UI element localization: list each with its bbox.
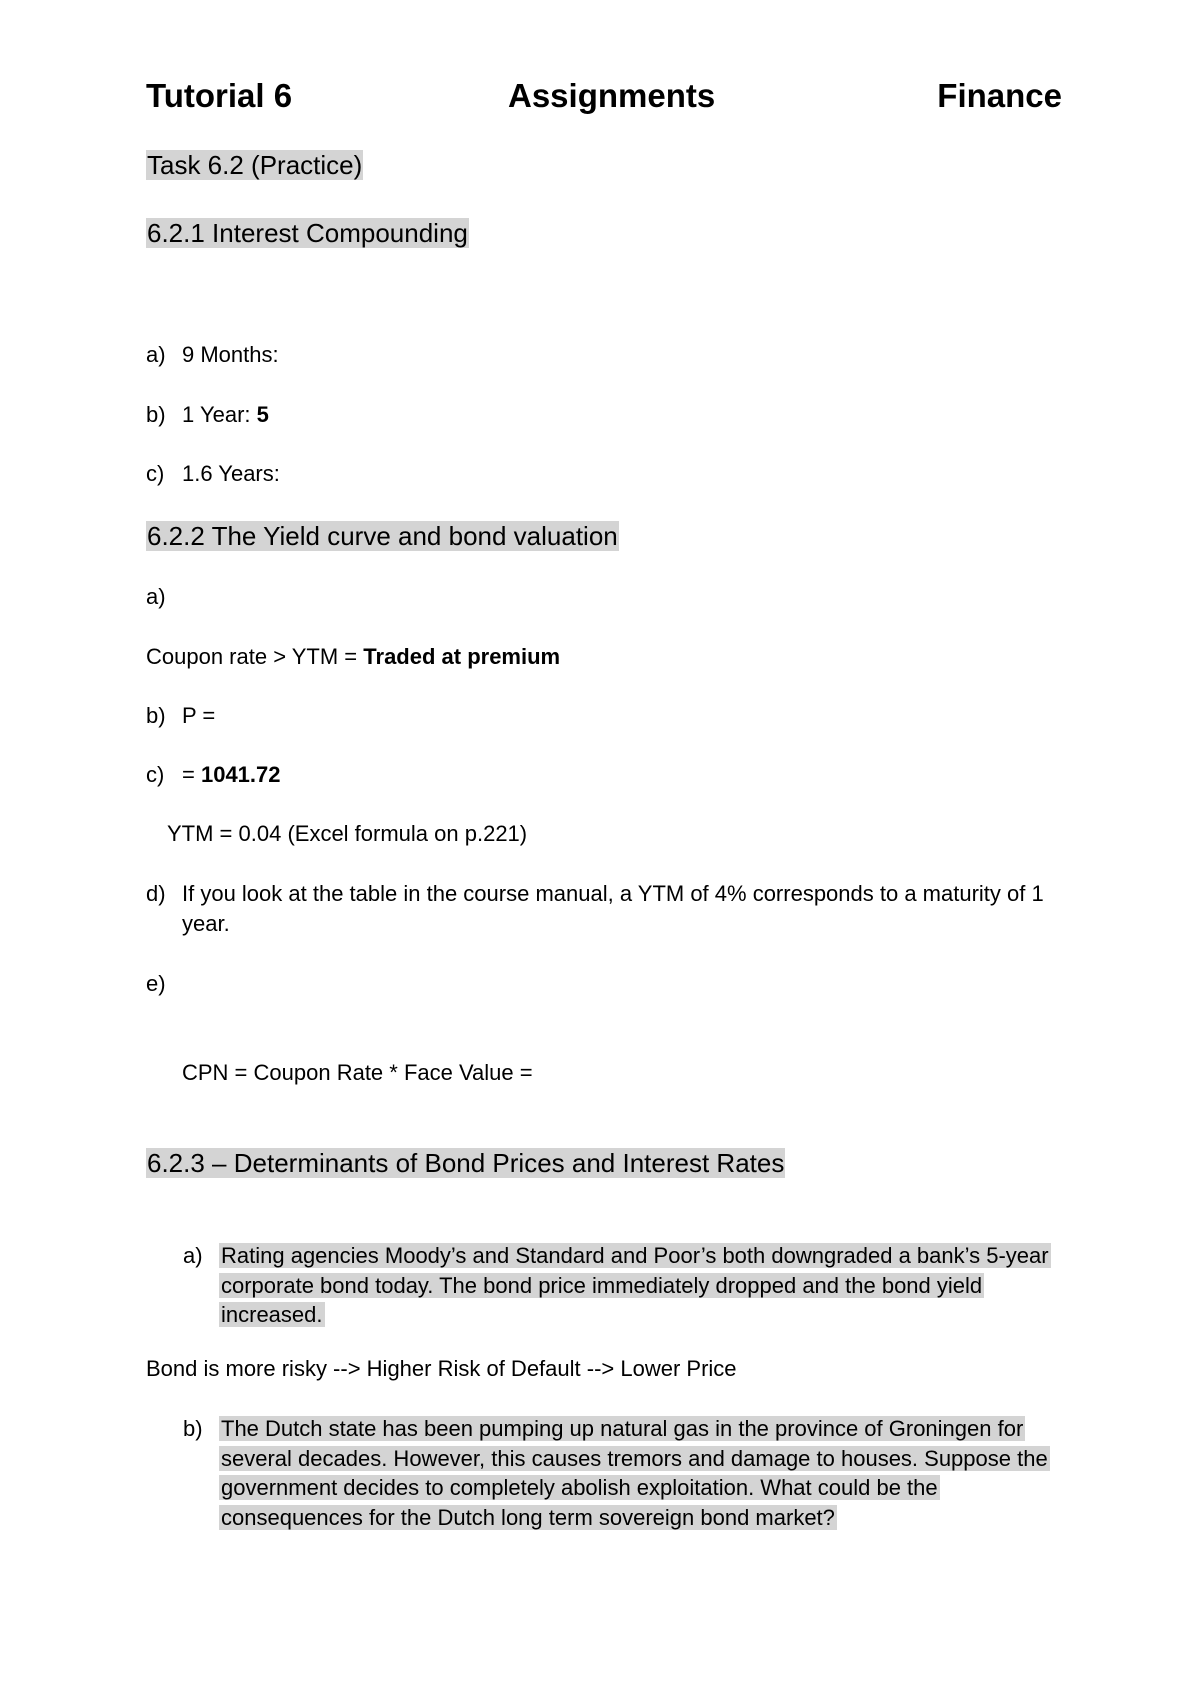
s622-coupon-line (146, 643, 560, 671)
s622-item-b-marker: b) (146, 703, 166, 728)
s622-item-d (146, 880, 1044, 908)
section-622-title (146, 519, 619, 553)
s623-question-b-line1: The Dutch state has been pumping up natural gas in the province of Groningen for (221, 1416, 1024, 1441)
s622-item-c-value: 1041.72 (200, 762, 281, 787)
s622-item-e-marker: e) (146, 971, 166, 996)
s623-question-a (183, 1241, 1051, 1330)
s622-item-c-text: = (182, 762, 201, 787)
s621-item-b (146, 401, 269, 429)
s623-question-b-line4: consequences for the Dutch long term sovereign bond market? (221, 1504, 835, 1530)
s621-item-c-marker: c) (146, 461, 165, 486)
s623-question-a-line2: corporate bond today. The bond price immediately dropped and the bond yield (221, 1272, 983, 1298)
s621-item-a (146, 341, 279, 369)
task-title (146, 148, 363, 182)
s621-item-b-value: 5 (256, 402, 269, 427)
header-left: Tutorial 6 (146, 77, 293, 114)
s623-question-b-marker: b) (183, 1416, 203, 1441)
s622-coupon-answer: Traded at premium (363, 644, 561, 669)
s622-item-e (146, 970, 166, 998)
s622-item-a-marker: a) (146, 584, 166, 609)
section-623-title-text: 6.2.3 – Determinants of Bond Prices and Interest Rates (147, 1148, 785, 1178)
s622-item-c (146, 761, 281, 789)
section-623-title (146, 1146, 785, 1180)
header-center: Assignments (508, 77, 716, 114)
section-622-title-text: 6.2.2 The Yield curve and bond valuation (147, 521, 618, 551)
header-right: Finance (937, 77, 1062, 114)
task-title-text: Task 6.2 (Practice) (147, 150, 363, 180)
s623-question-b-line2: several decades. However, this causes tremors and damage to houses. Suppose the (221, 1445, 1048, 1471)
s623-question-a-marker: a) (183, 1243, 203, 1268)
s623-answer-a: Bond is more risky --> Higher Risk of Default --> Lower Price (146, 1356, 737, 1381)
s623-question-b (183, 1414, 1050, 1532)
s622-coupon-text: Coupon rate > YTM = (146, 644, 364, 669)
s621-item-a-text: 9 Months: (182, 342, 279, 367)
s621-item-b-marker: b) (146, 402, 166, 427)
section-621-title-text: 6.2.1 Interest Compounding (147, 218, 468, 248)
s622-item-c-marker: c) (146, 762, 165, 787)
s622-item-d-marker: d) (146, 881, 166, 906)
section-621-title (146, 216, 469, 250)
s622-item-d-line1: If you look at the table in the course manual, a YTM of 4% corresponds to a maturity of 1 (182, 881, 1044, 906)
s621-item-b-text: 1 Year: (182, 402, 257, 427)
s622-item-b-text: P = (182, 703, 216, 728)
s623-question-a-line3: increased. (221, 1302, 323, 1327)
s623-question-a-line1: Rating agencies Moody’s and Standard and Poor’s both downgraded a bank’s 5-year (221, 1243, 1049, 1268)
s622-item-b (146, 702, 215, 730)
s622-item-a (146, 583, 166, 611)
s623-question-b-line3: government decides to completely abolish exploitation. What could be the (221, 1475, 938, 1500)
s621-item-a-marker: a) (146, 342, 166, 367)
s621-item-c-text: 1.6 Years: (182, 461, 280, 486)
s622-item-d-line2: year. (182, 911, 230, 936)
s622-cpn-line: CPN = Coupon Rate * Face Value = (182, 1060, 533, 1085)
s622-ytm-line: YTM = 0.04 (Excel formula on p.221) (167, 821, 528, 846)
s621-item-c (146, 460, 280, 488)
